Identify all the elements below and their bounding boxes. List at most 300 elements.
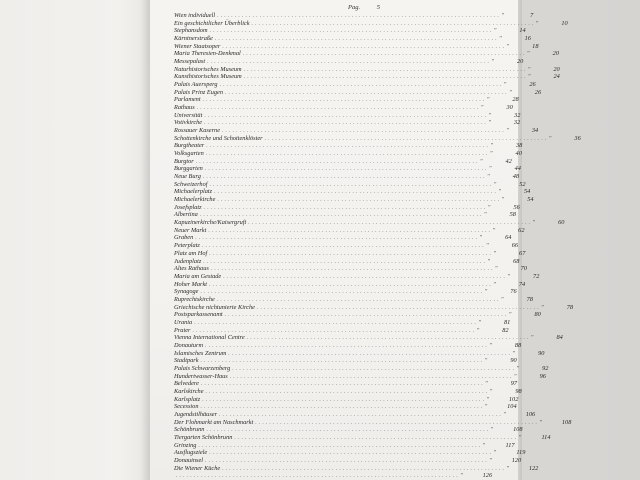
toc-entry (174, 395, 519, 404)
toc-entry-title: Karlskirche (174, 387, 204, 395)
toc-entry-page: 88 (514, 341, 522, 349)
ditto-mark: " (503, 410, 506, 418)
toc-header (174, 4, 380, 12)
toc-entry-page: 119 (516, 449, 526, 457)
toc-entry-title: Postsparkassenamt (174, 311, 223, 319)
toc-entry-page: 48 (512, 173, 519, 181)
ditto-mark: " (508, 311, 512, 319)
toc-entry (174, 280, 526, 289)
dot-leader: . . . . . . . . . . . . . . . . . . . . . . . . . . . . . . . . . . . . . . . . . . . . . . . . . . . . . . . . . . . . . . . . . . . . . . . . . . . . . . . . (264, 134, 547, 142)
dot-leader: . . . . . . . . . . . . . . . . . . . . . . . . . . . . . . . . . . . . . . . . . . . . . . . . . . . . . . . . . . . . . . . . . . . . . . . . . . . . . . . . (246, 334, 529, 342)
left-page (0, 0, 150, 480)
ditto-mark: " (493, 27, 497, 35)
toc-entry-page: 108 (513, 426, 523, 434)
toc-entry-title: Hoher Markt (174, 280, 208, 288)
toc-entry-title: Michaelerkirche (174, 196, 216, 204)
ditto-mark: " (480, 104, 484, 112)
toc-entry-page: 98 (515, 387, 522, 395)
toc-entry (174, 272, 540, 281)
dot-leader: . . . . . . . . . . . . . . . . . . . . . . . . . . . . . . . . . . . . . . . . . . . . . . . . . . . . . . . . . . . . . . . . . . . . . . . . . . . . . . . . (217, 196, 500, 204)
toc-entry-page: 28 (512, 96, 519, 104)
toc-entry-title: Albertina (174, 211, 198, 219)
toc-entry-title: Burggarten (174, 165, 203, 173)
ditto-mark: " (493, 180, 497, 188)
toc-entry-page: 32 (514, 111, 521, 119)
ditto-mark: " (493, 449, 496, 457)
toc-entry-title: Secession (174, 403, 199, 411)
toc-entry-page: 70 (520, 265, 527, 273)
ditto-mark: " (526, 50, 530, 58)
toc-entry-title: Ein geschichtlicher Überblick (174, 19, 250, 27)
dot-leader: . . . . . . . . . . . . . . . . . . . . . . . . . . . . . . . . . . . . . . . . . . . . . . . . . . . . . . . . . . . . . . . . . . . . . . . . . . . . . . . . (224, 311, 507, 319)
dot-leader: . . . . . . . . . . . . . . . . . . . . . . . . . . . . . . . . . . . . . . . . . . . . . . . . . . . . . . . . . . . . . . . . . . . . . . . . . . . . . . . . (204, 119, 487, 127)
toc-entry-title: Ausflugsziele (174, 449, 208, 457)
toc-entry-page: 54 (527, 196, 534, 204)
toc-entry-title: Schweizerhof (174, 180, 208, 188)
ditto-mark: " (479, 234, 483, 242)
ditto-mark: " (484, 403, 488, 411)
toc-entry-title: Der Flohmarkt am Naschmarkt (174, 418, 254, 426)
dot-leader: . . . . . . . . . . . . . . . . . . . . . . . . . . . . . . . . . . . . . . . . . . . . . . . . . . . . . . . . . . . . . . . . . . . . . . . . . . . . . . . . (214, 188, 497, 196)
toc-entry-title: Kunsthistorisches Museum (174, 73, 242, 81)
toc-entry (174, 150, 522, 158)
toc-entry (174, 249, 526, 258)
toc-entry-title: Kärntnerstraße (174, 35, 213, 43)
toc-entry (174, 410, 536, 419)
dot-leader: . . . . . . . . . . . . . . . . . . . . . . . . . . . . . . . . . . . . . . . . . . . . . . . . . . . . . . . . . . . . . . . . . . . . . . . . . . . . . . . . (243, 73, 526, 81)
toc-entry (174, 81, 536, 89)
toc-entry (174, 219, 565, 227)
ditto-mark: " (484, 288, 488, 296)
toc-entry (174, 88, 542, 97)
dot-leader: . . . . . . . . . . . . . . . . . . . . . . . . . . . . . . . . . . . . . . . . . . . . . . . . . . . . . . . . . . . . . . . . . . . . . . . . . . . . . . . . (200, 288, 483, 296)
ditto-mark: " (541, 303, 544, 311)
toc-entry (174, 127, 539, 135)
toc-entry-title: Griechische nichtunierte Kirche (174, 303, 255, 311)
toc-entry-page: 74 (518, 280, 526, 288)
ditto-mark: " (488, 111, 492, 119)
toc-entry-page: 84 (556, 334, 563, 342)
ditto-mark: " (487, 203, 491, 211)
dot-leader: . . . . . . . . . . . . . . . . . . . . . . . . . . . . . . . . . . . . . . . . . . . . . . . . . . . . . . . . . . . . . . . . . . . . . . . . . . . . . . . . (206, 142, 489, 150)
toc-entry-title: Urania (174, 318, 193, 326)
toc-entry (174, 226, 525, 235)
dot-leader: . . . . . . . . . . . . . . . . . . . . . . . . . . . . . . . . . . . . . . . . . . . . . . . . . . . . . . . . . . . . . . . . . . . . . . . . . . . . . . . . (223, 272, 506, 280)
ditto-mark: " (490, 142, 493, 150)
toc-entry (174, 265, 527, 273)
ditto-mark: " (486, 395, 490, 403)
toc-entry-title: Karlsplatz (174, 395, 201, 403)
toc-entry-title: Schönbrunn (174, 426, 205, 434)
toc-entry (174, 157, 512, 166)
ditto-mark: " (485, 380, 488, 388)
dot-leader: . . . . . . . . . . . . . . . . . . . . . . . . . . . . . . . . . . . . . . . . . . . . . . . . . . . . . . . . . . . . . . . . . . . . . . . . . . . . . . . . (203, 203, 486, 211)
toc-entry (174, 104, 513, 112)
ditto-mark: " (512, 349, 516, 357)
toc-entry (174, 96, 519, 104)
toc-entry-page: 120 (511, 456, 522, 464)
toc-entry-page: 14 (519, 27, 526, 35)
dot-leader: . . . . . . . . . . . . . . . . . . . . . . . . . . . . . . . . . . . . . . . . . . . . . . . . . . . . . . . . . . . . . . . . . . . . . . . . . . . . . . . . (222, 464, 505, 472)
toc-entry-title: Wiener Staatsoper (174, 42, 221, 50)
toc-entry-title: Palais Prinz Eugen (174, 88, 223, 96)
dot-leader: . . . . . . . . . . . . . . . . . . . . . . . . . . . . . . . . . . . . . . . . . . . . . . . . . . . . . . . . . . . . . . . . . . . . . . . . . . . . . . . . (209, 27, 492, 35)
toc-entry (174, 134, 581, 143)
ditto-mark: " (503, 81, 507, 89)
toc-entry (174, 303, 574, 312)
dot-leader: . . . . . . . . . . . . . . . . . . . . . . . . . . . . . . . . . . . . . . . . . . . . . . . . . . . . . . . . . . . . . . . . . . . . . . . . . . . . . . . . (209, 280, 492, 288)
toc-entry (174, 35, 531, 43)
ditto-mark: " (548, 134, 552, 142)
toc-entry (174, 19, 568, 28)
toc-entry-page: 90 (538, 349, 545, 357)
toc-entry-page: 26 (529, 81, 536, 89)
dot-leader: . . . . . . . . . . . . . . . . . . . . . . . . . . . . . . . . . . . . . . . . . . . . . . . . . . . . . . . . . . . . . . . . . . . . . . . . . . . . . . . . (206, 426, 489, 434)
toc-entry-page: 32 (513, 119, 521, 127)
ditto-mark: " (507, 272, 510, 280)
toc-entry (174, 426, 523, 434)
dot-leader: . . . . . . . . . . . . . . . . . . . . . . . . . . . . . . . . . . . . . . . . . . . . . . . . . . . . . . . . . . . . . . . . . . . . . . . . . . . . . . . . (199, 211, 482, 219)
toc-entry-page: 10 (561, 19, 568, 27)
toc-entry-title: Palais Auersperg (174, 81, 218, 89)
toc-entry (174, 357, 517, 365)
dot-leader: . . . . . . . . . . . . . . . . . . . . . . . . . . . . . . . . . . . . . . . . . . . . . . . . . . . . . . . . . . . . . . . . . . . . . . . . . . . . . . . . (209, 180, 492, 188)
toc-entry (174, 119, 521, 127)
toc-entry (174, 464, 539, 473)
toc-entry-title: Maria Theresien-Denkmal (174, 50, 241, 58)
ditto-mark: " (493, 280, 496, 288)
dot-leader: . . . . . . . . . . . . . . . . . . . . . . . . . . . . . . . . . . . . . . . . . . . . . . . . . . . . . . . . . . . . . . . . . . . . . . . . . . . . . . . . (209, 249, 492, 257)
dot-leader: . . . . . . . . . . . . . . . . . . . . . . . . . . . . . . . . . . . . . . . . . . . . . . . . . . . . . . . . . . . . . . . . . . . . . . . . . . . . . . . . (204, 165, 487, 173)
toc-entry-title: Donauinsel (174, 456, 204, 464)
toc-entry-title: Josefsplatz (174, 203, 202, 211)
ditto-mark: " (532, 219, 536, 227)
ditto-mark: " (518, 433, 522, 441)
dot-leader: . . . . . . . . . . . . . . . . . . . . . . . . . . . . . . . . . . . . . . . . . . . . . . . . . . . . . . . . . . . . . . . . . . . . . . . . . . . . . . . . (202, 173, 485, 181)
toc-entry-page: 114 (541, 433, 551, 441)
toc-entry-page: 38 (516, 142, 523, 150)
toc-entry-page: 20 (516, 58, 524, 66)
toc-entry-title: Kapuzinerkirche/Kaisergruft (174, 219, 247, 227)
ditto-mark: " (516, 364, 520, 372)
toc-entry-title: Stephansdom (174, 27, 208, 35)
toc-entry (174, 380, 518, 388)
dot-leader: . . . . . . . . . . . . . . . . . . . . . . . . . . . . . . . . . . . . . . . . . . . . . . . . . . . . . . . . . . . . . . . . . . . . . . . . . . . . . . . . (222, 42, 505, 50)
dot-leader: . . . . . . . . . . . . . . . . . . . . . . . . . . . . . . . . . . . . . . . . . . . . . . . . . . . . . . . . . . . . . . . . . . . . . . . . . . . . . . . . (242, 50, 525, 58)
toc-entry (174, 50, 559, 58)
toc-entry (174, 73, 560, 81)
ditto-mark: " (489, 341, 492, 349)
ditto-mark: " (489, 387, 493, 395)
toc-entry-title: Vienna International Centre (174, 334, 245, 342)
toc-entry (174, 165, 521, 173)
ditto-mark: " (488, 119, 491, 127)
toc-entry-title: Votivkirche (174, 119, 203, 127)
ditto-mark: " (509, 88, 512, 96)
dot-leader: . . . . . . . . . . . . . . . . . . . . . . . . . . . . . . . . . . . . . . . . . . . . . . . . . . . . . . . . . . . . . . . . . . . . . . . . . . . . . . . . (207, 58, 490, 66)
pag-label: Pag. (348, 4, 361, 11)
ditto-mark: " (494, 265, 498, 273)
dot-leader: . . . . . . . . . . . . . . . . . . . . . . . . . . . . . . . . . . . . . . . . . . . . . . . . . . . . . . . . . . . . . . . . . . . . . . . . . . . . . . . . (210, 265, 493, 273)
toc-entry-title: Volksgarten (174, 150, 204, 158)
dot-leader: . . . . . . . . . . . . . . . . . . . . . . . . . . . . . . . . . . . . . . . . . . . . . . . . . . . . . . . . . . . . . . . . . . . . . . . . . . . . . . . . (202, 96, 485, 104)
toc-entry (174, 142, 523, 150)
dot-leader: . . . . . . . . . . . . . . . . . . . . . . . . . . . . . . . . . . . . . . . . . . . . . . . . . . . . . . . . . . . . . . . . . . . . . . . . . . . . . . . . (256, 303, 540, 311)
toc-entry-page: 106 (525, 410, 536, 418)
toc-entry-title: Maria am Gestade (174, 272, 222, 280)
ditto-mark: " (498, 188, 501, 196)
dot-leader: . . . . . . . . . . . . . . . . . . . . . . . . . . . . . . . . . . . . . . . . . . . . . . . . . . . . . . . . . . . . . . . . . . . . . . . . . . . . . . . . (251, 19, 534, 27)
toc-entry-page: 78 (526, 295, 533, 303)
ditto-mark: " (476, 326, 480, 334)
toc-entry (174, 441, 515, 450)
toc-entry-page: 52 (519, 180, 526, 188)
dot-leader: . . . . . . . . . . . . . . . . . . . . . . . . . . . . . . . . . . . . . . . . . . . . . . . . . . . . . . . . . . . . . . . . . . . . . . . . . . . . . . . . (255, 418, 538, 426)
toc-entry-title: Neuer Markt (174, 226, 207, 234)
toc-entry-title: Die Wiener Küche (174, 464, 221, 472)
dot-leader: . . . . . . . . . . . . . . . . . . . . . . . . . . . . . . . . . . . . . . . . . . . . . . . . . . . . . . . . . . . . . . . . . . . . . . . . . . . . . . . . (217, 12, 500, 19)
toc-entry-page: 90 (510, 357, 517, 365)
toc-entry-page: 122 (528, 464, 539, 472)
toc-entry (174, 65, 560, 74)
toc-entry-title: Stadtpark (174, 357, 199, 365)
ditto-mark: " (493, 249, 496, 257)
toc-entry-title: Palais Schwarzenberg (174, 364, 231, 372)
dot-leader: . . . . . . . . . . . . . . . . . . . . . . . . . . . . . . . . . . . . . . . . . . . . . . . . . . . . . . . . . . . . . . . . . . . . . . . . . . . . . . . . (219, 81, 502, 89)
toc-entry-title: Schottenkirche und Schottenklöster (174, 134, 263, 142)
ditto-mark: " (530, 334, 534, 342)
toc-entry-title: Ruprechtskirche (174, 295, 215, 303)
ditto-mark: " (484, 357, 488, 365)
ditto-mark: " (498, 35, 502, 43)
dot-leader: . . . . . . . . . . . . . . . . . . . . . . . . . . . . . . . . . . . . . . . . . . . . . . . . . . . . . . . . . . . . . . . . . . . . . . . . . . . . . . . . (198, 441, 481, 449)
toc-entry (174, 188, 531, 196)
toc-entry (174, 403, 517, 411)
toc-entry-title: Altes Rathaus (174, 265, 209, 273)
toc-entry (174, 372, 546, 381)
toc-entry-title: Michaelerplatz (174, 188, 213, 196)
toc-entry-page: 62 (518, 226, 525, 234)
toc-entry (174, 318, 511, 327)
toc-entry-page: 96 (539, 372, 546, 380)
toc-entry (174, 58, 524, 66)
dot-leader: . . . . . . . . . . . . . . . . . . . . . . . . . . . . . . . . . . . . . . . . . . . . . . . . . . . . . . . . . . . . . . . . . . . . . . . . . . . . . . . . (205, 387, 488, 395)
toc-entry-title: Jugendstilhäuser (174, 410, 218, 418)
toc-entry-page: 7 (530, 12, 534, 19)
ditto-mark: " (486, 173, 490, 181)
ditto-mark: " (489, 456, 492, 464)
toc-entry (174, 288, 517, 296)
toc-entry-title: Burgtor (174, 157, 194, 165)
dot-leader: . . . . . . . . . . . . . . . . . . . . . . . . . . . . . . . . . . . . . . . . . . . . . . . . . . . . . . . . . . . . . . . . . . . . . . . . . . . . . . . . (200, 403, 483, 411)
toc-entry-page: 80 (534, 311, 541, 319)
toc-entry-page: 58 (509, 211, 516, 219)
toc-entry-title: Burgtheater (174, 142, 205, 150)
dot-leader: . . . . . . . . . . . . . . . . . . . . . . . . . . . . . . . . . . . . . . . . . . . . . . . . . . . . . . . . . . . . . . . . . . . . . . . . . . . . . . . . (208, 226, 491, 234)
toc-entry-page: 20 (553, 65, 560, 73)
toc-entry-page: 76 (510, 288, 517, 296)
toc-entry-page: 82 (502, 326, 509, 334)
toc-entry-page: 78 (566, 303, 574, 311)
toc-entry-page: 60 (558, 219, 565, 227)
toc-entry-page: 68 (513, 257, 520, 265)
toc-entry (174, 196, 534, 204)
toc-entry (174, 27, 526, 35)
toc-entry-page: 56 (513, 203, 520, 211)
toc-entry (174, 433, 551, 442)
toc-entry-title: Judenplatz (174, 257, 202, 265)
toc-entry (174, 472, 493, 480)
toc-entry-page: 66 (511, 242, 518, 250)
toc-entry-page: 117 (505, 441, 515, 449)
toc-entry-page: 24 (553, 73, 560, 81)
toc-entry-page: 72 (533, 272, 540, 280)
toc-entry-page: 20 (552, 50, 559, 58)
toc-entry (174, 180, 526, 189)
ditto-mark: " (506, 42, 510, 50)
dot-leader: . . . . . . . . . . . . . . . . . . . . . . . . . . . . . . . . . . . . . . . . . . . . . . . . . . . . . . . . . . . . . . . . . . . . . . . . . . . . . . . . (205, 456, 488, 464)
toc-entry-title: Naturhistorisches Museum (174, 65, 242, 73)
ditto-mark: " (479, 157, 483, 165)
toc-entry-title: Peterplatz (174, 242, 200, 250)
dot-leader: . . . . . . . . . . . . . . . . . . . . . . . . . . . . . . . . . . . . . . . . . . . . . . . . . . . . . . . . . . . . . . . . . . . . . . . . . . . . . . . . (243, 65, 526, 73)
dot-leader: . . . . . . . . . . . . . . . . . . . . . . . . . . . . . . . . . . . . . . . . . . . . . . . . . . . . . . . . . . . . . . . . . . . . . . . . . . . . . . . . (196, 104, 479, 112)
dot-leader: . . . . . . . . . . . . . . . . . . . . . . . . . . . . . . . . . . . . . . . . . . . . . . . . . . . . . . . . . . . . . . . . . . . . . . . . . . . . . . . . (232, 364, 515, 372)
toc-entry (174, 456, 522, 465)
ditto-mark: " (506, 464, 509, 472)
toc-entry-page: 104 (507, 403, 517, 411)
toc-entry-title: Prater (174, 326, 191, 334)
dot-leader: . . . . . . . . . . . . . . . . . . . . . . . . . . . . . . . . . . . . . . . . . . . . . . . . . . . . . . . . . . . . . . . . . . . . . . . . . . . . . . . . (248, 219, 531, 227)
toc-entry-title: Rossauer Kaserne (174, 127, 220, 135)
dot-leader: . . . . . . . . . . . . . . . . . . . . . . . . . . . . . . . . . . . . . . . . . . . . . . . . . . . . . . . . . . . . . . . . . . . . . . . . . . . . . . . . (202, 395, 485, 403)
toc-entry-page: 30 (506, 104, 513, 112)
dot-leader: . . . . . . . . . . . . . . . . . . . . . . . . . . . . . . . . . . . . . . . . . . . . . . . . . . . . . . . . . . . . . . . . . . . . . . . . . . . . . . . . (216, 295, 499, 303)
toc-entry (174, 234, 512, 242)
toc-entry-page: 102 (508, 395, 519, 403)
ditto-mark: " (527, 65, 531, 73)
toc-entry-title: Messepalast (174, 58, 206, 66)
dot-leader: . . . . . . . . . . . . . . . . . . . . . . . . . . . . . . . . . . . . . . . . . . . . . . . . . . . . . . . . . . . . . . . . . . . . . . . . . . . . . . . . (228, 349, 511, 357)
toc-entries (174, 12, 581, 480)
dot-leader: . . . . . . . . . . . . . . . . . . . . . . . . . . . . . . . . . . . . . . . . . . . . . . . . . . . . . . . . . . . . . . . . . . . . . . . . . . . . . . . . (203, 257, 486, 265)
toc-entry-page: 42 (505, 157, 512, 165)
toc-entry (174, 173, 519, 181)
ditto-mark: " (513, 372, 517, 380)
dot-leader: . . . . . . . . . . . . . . . . . . . . . . . . . . . . . . . . . . . . . . . . . . . . . . . . . . . . . . . . . . . . . . . . . . . . . . . . . . . . . . . . (234, 433, 517, 441)
toc-entry-page: 36 (574, 134, 581, 142)
toc-entry-page: 108 (561, 418, 572, 426)
dot-leader: . . . . . . . . . . . . . . . . . . . . . . . . . . . . . . . . . . . . . . . . . . . . . . . . . . . . . . . . . . . . . . . . . . . . . . . . . . . . . . . . (176, 472, 459, 480)
toc-entry-page: 97 (510, 380, 518, 388)
dot-leader: . . . . . . . . . . . . . . . . . . . . . . . . . . . . . . . . . . . . . . . . . . . . . . . . . . . . . . . . . . . . . . . . . . . . . . . . . . . . . . . . (222, 127, 505, 135)
toc-entry (174, 12, 534, 20)
dot-leader: . . . . . . . . . . . . . . . . . . . . . . . . . . . . . . . . . . . . . . . . . . . . . . . . . . . . . . . . . . . . . . . . . . . . . . . . . . . . . . . . (192, 326, 475, 334)
ditto-mark: " (500, 295, 504, 303)
dot-leader: . . . . . . . . . . . . . . . . . . . . . . . . . . . . . . . . . . . . . . . . . . . . . . . . . . . . . . . . . . . . . . . . . . . . . . . . . . . . . . . . (195, 157, 478, 165)
ditto-mark: " (539, 418, 542, 426)
toc-entry (174, 418, 572, 427)
toc-entry-page: 44 (514, 165, 521, 173)
ditto-mark: " (492, 226, 496, 234)
dot-leader: . . . . . . . . . . . . . . . . . . . . . . . . . . . . . . . . . . . . . . . . . . . . . . . . . . . . . . . . . . . . . . . . . . . . . . . . . . . . . . . . (204, 111, 487, 119)
toc-entry-page: 26 (534, 88, 542, 96)
dot-leader: . . . . . . . . . . . . . . . . . . . . . . . . . . . . . . . . . . . . . . . . . . . . . . . . . . . . . . . . . . . . . . . . . . . . . . . . . . . . . . . . (214, 35, 497, 43)
toc-entry (174, 111, 521, 120)
toc-entry-title: Graben (174, 234, 194, 242)
toc-entry-title: Synagoge (174, 288, 199, 296)
toc-entry (174, 341, 522, 350)
toc-entry (174, 242, 518, 250)
ditto-mark: " (489, 150, 493, 158)
toc-entry-page: 92 (542, 364, 549, 372)
toc-entry-page: 40 (515, 150, 522, 158)
ditto-mark: " (488, 165, 492, 173)
ditto-mark: " (478, 318, 481, 326)
ditto-mark: " (482, 441, 486, 449)
dot-leader: . . . . . . . . . . . . . . . . . . . . . . . . . . . . . . . . . . . . . . . . . . . . . . . . . . . . . . . . . . . . . . . . . . . . . . . . . . . . . . . . (200, 380, 484, 388)
dot-leader: . . . . . . . . . . . . . . . . . . . . . . . . . . . . . . . . . . . . . . . . . . . . . . . . . . . . . . . . . . . . . . . . . . . . . . . . . . . . . . . . (205, 150, 488, 158)
toc-entry (174, 449, 526, 457)
dot-leader: . . . . . . . . . . . . . . . . . . . . . . . . . . . . . . . . . . . . . . . . . . . . . . . . . . . . . . . . . . . . . . . . . . . . . . . . . . . . . . . . (229, 372, 512, 380)
ditto-mark: " (486, 96, 490, 104)
toc-entry (174, 349, 545, 358)
toc-entry-page: 64 (505, 234, 512, 242)
toc-entry-title: Platz am Hof (174, 249, 208, 257)
toc-entry (174, 295, 533, 304)
dot-leader: . . . . . . . . . . . . . . . . . . . . . . . . . . . . . . . . . . . . . . . . . . . . . . . . . . . . . . . . . . . . . . . . . . . . . . . . . . . . . . . . (194, 318, 477, 326)
ditto-mark: " (483, 211, 487, 219)
dot-leader: . . . . . . . . . . . . . . . . . . . . . . . . . . . . . . . . . . . . . . . . . . . . . . . . . . . . . . . . . . . . . . . . . . . . . . . . . . . . . . . . (195, 234, 478, 242)
ditto-mark: " (486, 242, 489, 250)
toc-entry (174, 311, 541, 319)
toc-entry-page: 34 (531, 127, 539, 135)
toc-entry-title: Hundertwasser-Haus (174, 372, 228, 380)
toc-entry-title: Neue Burg (174, 173, 201, 181)
toc-entry-title: Rathaus (174, 104, 195, 112)
toc-entry-page: 67 (519, 249, 526, 257)
ditto-mark: " (506, 127, 509, 135)
toc-entry (174, 387, 522, 396)
dot-leader: . . . . . . . . . . . . . . . . . . . . . . . . . . . . . . . . . . . . . . . . . . . . . . . . . . . . . . . . . . . . . . . . . . . . . . . . . . . . . . . . (200, 357, 483, 365)
toc-entry-title: Universität (174, 111, 203, 119)
header-page-number: 5 (376, 4, 380, 11)
toc-entry (174, 211, 516, 219)
dot-leader: . . . . . . . . . . . . . . . . . . . . . . . . . . . . . . . . . . . . . . . . . . . . . . . . . . . . . . . . . . . . . . . . . . . . . . . . . . . . . . . . (205, 341, 488, 349)
toc-entry-page: 18 (532, 42, 539, 50)
toc-entry-title: Tiergarten Schönbrunn (174, 433, 233, 441)
toc-entry-page: 16 (524, 35, 531, 43)
ditto-mark: " (491, 58, 494, 66)
toc-entry (174, 326, 509, 335)
toc-entry-title: Belvedere (174, 380, 199, 388)
ditto-mark: " (527, 73, 531, 81)
toc-entry (174, 257, 520, 266)
dot-leader: . . . . . . . . . . . . . . . . . . . . . . . . . . . . . . . . . . . . . . . . . . . . . . . . . . . . . . . . . . . . . . . . . . . . . . . . . . . . . . . . (201, 242, 484, 250)
toc-entry-title: Grinzing (174, 441, 197, 449)
toc-entry-title: Islamisches Zentrum (174, 349, 227, 357)
toc-entry (174, 42, 539, 51)
ditto-mark: " (487, 257, 491, 265)
toc-entry (174, 203, 520, 212)
ditto-mark: " (501, 196, 505, 204)
toc-entry (174, 364, 549, 373)
dot-leader: . . . . . . . . . . . . . . . . . . . . . . . . . . . . . . . . . . . . . . . . . . . . . . . . . . . . . . . . . . . . . . . . . . . . . . . . . . . . . . . . (209, 449, 492, 457)
toc-entry (174, 334, 563, 342)
toc-entry-page: 54 (523, 188, 531, 196)
ditto-mark: " (490, 426, 494, 434)
toc-entry-title: Wien individuell (174, 12, 216, 19)
